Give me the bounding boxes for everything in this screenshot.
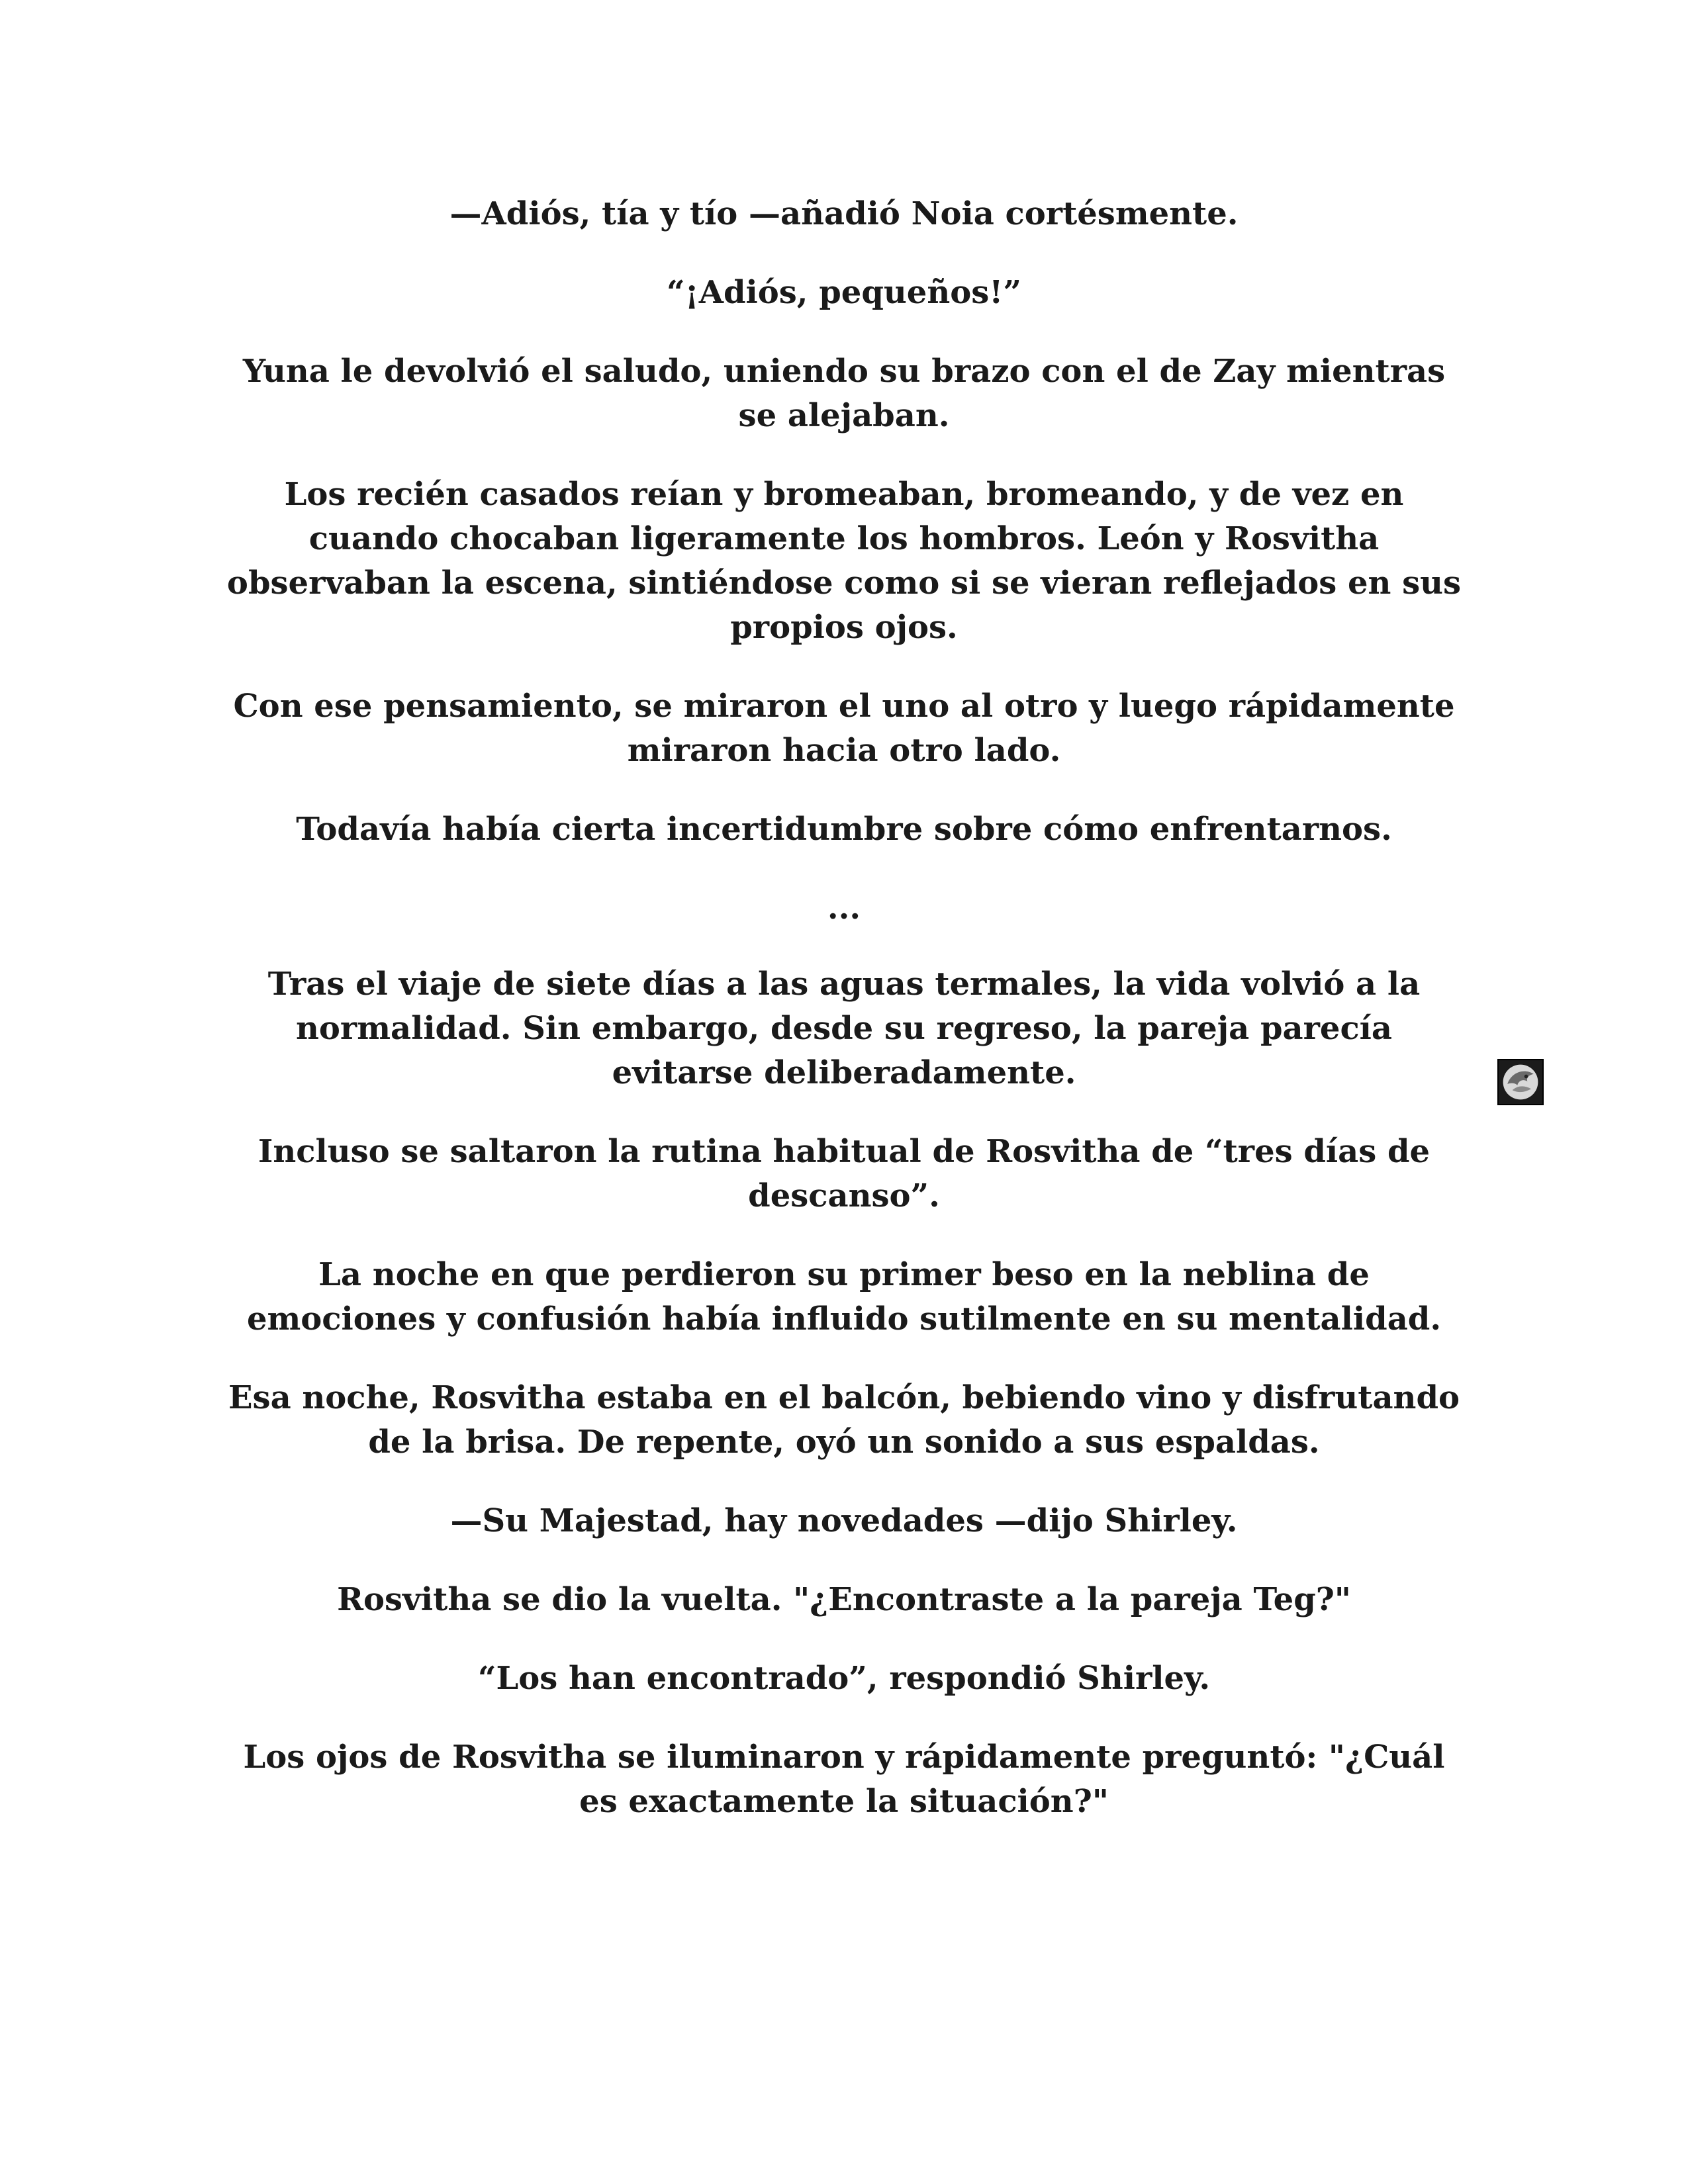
paragraph-4: Los recién casados reían y bromeaban, bromeando, y de vez en cuando chocaban ligeramente los hombros. León y Rosvitha observaban la escena, sintiéndose como si se vieran reflejados en sus propios ojos. xyxy=(226,476,1462,646)
paragraph-8: Incluso se saltaron la rutina habitual de Rosvitha de “tres días de descanso”. xyxy=(258,1133,1430,1214)
paragraph-3: Yuna le devolvió el saludo, uniendo su brazo con el de Zay mientras se alejaban. xyxy=(242,353,1446,434)
document-page xyxy=(225,192,1463,1858)
dragon-emblem-icon xyxy=(1497,1059,1544,1105)
paragraph-9: La noche en que perdieron su primer beso en la neblina de emociones y confusión había influido sutilmente en su mentalidad. xyxy=(246,1256,1442,1338)
paragraph-7: Tras el viaje de siete días a las aguas termales, la vida volvió a la normalidad. Sin embargo, desde su regreso, la pareja parecía evitarse deliberadamente. xyxy=(267,966,1421,1091)
paragraph-10: Esa noche, Rosvitha estaba en el balcón, bebiendo vino y disfrutando de la brisa. De repente, oyó un sonido a sus espaldas. xyxy=(228,1379,1460,1461)
paragraph-2: “¡Adiós, pequeños!” xyxy=(667,274,1021,311)
scene-break: ... xyxy=(827,889,861,927)
paragraph-14: Los ojos de Rosvitha se iluminaron y rápidamente preguntó: "¿Cuál es exactamente la situación?" xyxy=(243,1739,1445,1820)
paragraph-5: Con ese pensamiento, se miraron el uno al otro y luego rápidamente miraron hacia otro lado. xyxy=(233,688,1455,769)
paragraph-6: Todavía había cierta incertidumbre sobre cómo enfrentarnos. xyxy=(296,811,1392,848)
paragraph-13: “Los han encontrado”, respondió Shirley. xyxy=(477,1660,1211,1697)
paragraph-1: —Adiós, tía y tío —añadió Noia cortésmente. xyxy=(449,195,1239,232)
paragraph-11: —Su Majestad, hay novedades —dijo Shirley. xyxy=(450,1502,1238,1539)
paragraph-12: Rosvitha se dio la vuelta. "¿Encontraste a la pareja Teg?" xyxy=(337,1581,1351,1618)
